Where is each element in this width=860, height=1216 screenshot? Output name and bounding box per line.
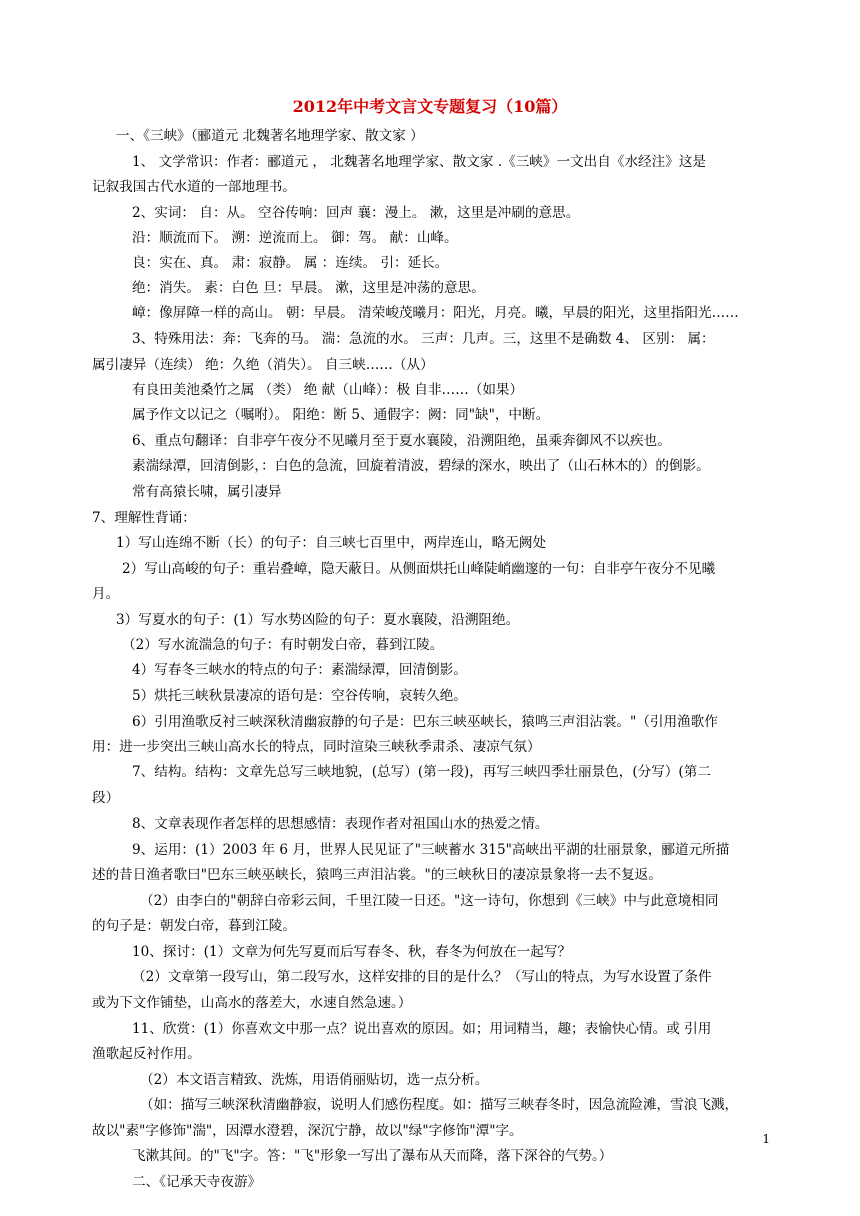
text-line: 素湍绿潭，回清倒影，：白色的急流，回旋着清波，碧绿的深水，映出了（山石林木的）的倒影。 [132, 458, 710, 474]
text-line: 渔歌起反衬作用。 [92, 1046, 201, 1062]
text-line: 3、特殊用法：奔：飞奔的马。 湍：急流的水。 三声：几声。三，这里不是确数 4、 区别： 属： [132, 331, 715, 347]
text-line: 或为下文作铺垫，山高水的落差大，水速自然急速。） [92, 995, 412, 1011]
text-line: 记叙我国古代水道的一部地理书。 [92, 179, 296, 195]
text-line: 4）写春冬三峡水的特点的句子：素湍绿潭，回清倒影。 [132, 662, 467, 678]
text-line: 6）引用渔歌反衬三峡深秋清幽寂静的句子是：巴东三峡巫峡长，猿鸣三声泪沾裳。"（引用渔歌作 [132, 714, 718, 730]
text-line: 7、理解性背诵： [92, 510, 196, 526]
text-line: 10、探讨：(1）文章为何先写夏而后写春冬、秋，春冬为何放在一起写？ [132, 944, 572, 960]
text-line: （2）本文语言精致、洗炼，用语俏丽贴切，选一点分析。 [140, 1072, 489, 1088]
text-line: 的句子是：朝发白帝，暮到江陵。 [92, 918, 296, 934]
text-line: （2）由李白的"朝辞白帝彩云间，千里江陵一日还。"这一诗句，你想到《三峡》中与此意境相同 [140, 893, 719, 909]
text-line: （2）文章第一段写山，第二段写水，这样安排的目的是什么？（写山的特点，为写水设置了条件 [132, 969, 712, 985]
text-line: 故以"素"字修饰"湍"，因潭水澄碧，深沉宁静，故以"绿"字修饰"潭"字。 [92, 1123, 523, 1139]
text-line: 5）烘托三峡秋景凄凉的语句是：空谷传响，哀转久绝。 [132, 688, 467, 704]
text-line: 良：实在、真。 肃：寂静。 属 ：连续。 引：延长。 [132, 255, 449, 271]
text-line: 9、运用：(1）2003 年 6 月，世界人民见证了"三峡蓄水 315"高峡出平湖的壮丽景象，郦道元所描 [132, 842, 730, 858]
text-line: 8、文章表现作者怎样的思想感情：表现作者对祖国山水的热爱之情。 [132, 816, 549, 832]
text-line: 2、实词： 自：从。 空谷传响：回声 襄：漫上。 漱，这里是冲刷的意思。 [132, 205, 580, 221]
text-line: 月。 [92, 586, 120, 602]
text-line: 嶂：像屏障一样的高山。 朝：早晨。 清荣峻茂曦月：阳光，月亮。曦，早晨的阳光，这里指阳光…… [132, 305, 739, 321]
page-number: 1 [762, 1132, 770, 1146]
text-line: 沿：顺流而下。 溯：逆流而上。 御：驾。 献：山峰。 [132, 230, 458, 246]
text-line: 1）写山连绵不断（长）的句子：自三峡七百里中，两岸连山，略无阙处 [116, 535, 547, 551]
text-line: 二、《记承天寺夜游》 [132, 1174, 262, 1190]
text-line: （如：描写三峡深秋清幽静寂，说明人们感伤程度。如：描写三峡春冬时，因急流险滩，雪浪飞溅， [140, 1097, 739, 1113]
text-line: 7、结构。结构：文章先总写三峡地貌，(总写）(第一段)，再写三峡四季壮丽景色，(分写）(第二 [132, 764, 711, 780]
text-line: 段） [92, 790, 120, 806]
text-line: （2）写水流湍急的句子：有时朝发白帝，暮到江陵。 [122, 637, 444, 653]
text-line: 常有高猿长啸，属引凄异 [132, 484, 282, 500]
text-line: 述的昔日渔者歌曰"巴东三峡巫峡长，猿鸣三声泪沾裳。"的三峡秋日的凄凉景象将一去不复返。 [92, 867, 662, 883]
text-line: 6、重点句翻译：自非亭午夜分不见曦月至于夏水襄陵，沿溯阻绝，虽乘奔御风不以疾也。 [132, 433, 671, 449]
text-line: 有良田美池桑竹之属 （类） 绝 献（山峰）：极 自非……（如果） [132, 382, 524, 398]
text-line: 1、 文学常识：作者：郦道元 ， 北魏著名地理学家、散文家 .《三峡》一文出自《水经注》这是 [132, 154, 707, 170]
text-line: 绝：消失。 素：白色 旦：早晨。 漱，这里是冲荡的意思。 [132, 280, 485, 296]
text-line: 属引凄异（连续） 绝：久绝（消失）。 自三峡……（从） [92, 357, 434, 373]
text-line: 3）写夏水的句子：(1）写水势凶险的句子：夏水襄陵，沿溯阻绝。 [116, 612, 520, 628]
text-line: 11、欣赏：(1）你喜欢文中那一点？说出喜欢的原因。如；用词精当，趣；表愉快心情。或 引用 [132, 1021, 712, 1037]
text-line: 一、《三峡》（郦道元 北魏著名地理学家、散文家 ） [116, 128, 424, 144]
text-line: 属予作文以记之（嘱咐）。 阳绝：断 5、通假字：阙：同"缺"，中断。 [132, 407, 550, 423]
text-line: 飞漱其间。的"飞"字。答："飞"形象一写出了瀑布从天而降，落下深谷的气势。） [132, 1148, 613, 1164]
document-title: 2012年中考文言文专题复习（10篇） [292, 97, 568, 116]
text-line: 用：进一步突出三峡山高水长的特点，同时渲染三峡秋季肃杀、凄凉气氛） [92, 739, 541, 755]
text-line: 2）写山高峻的句子：重岩叠嶂，隐天蔽日。从侧面烘托山峰陡峭幽邃的一句：自非亭午夜分不见曦 [122, 561, 716, 577]
